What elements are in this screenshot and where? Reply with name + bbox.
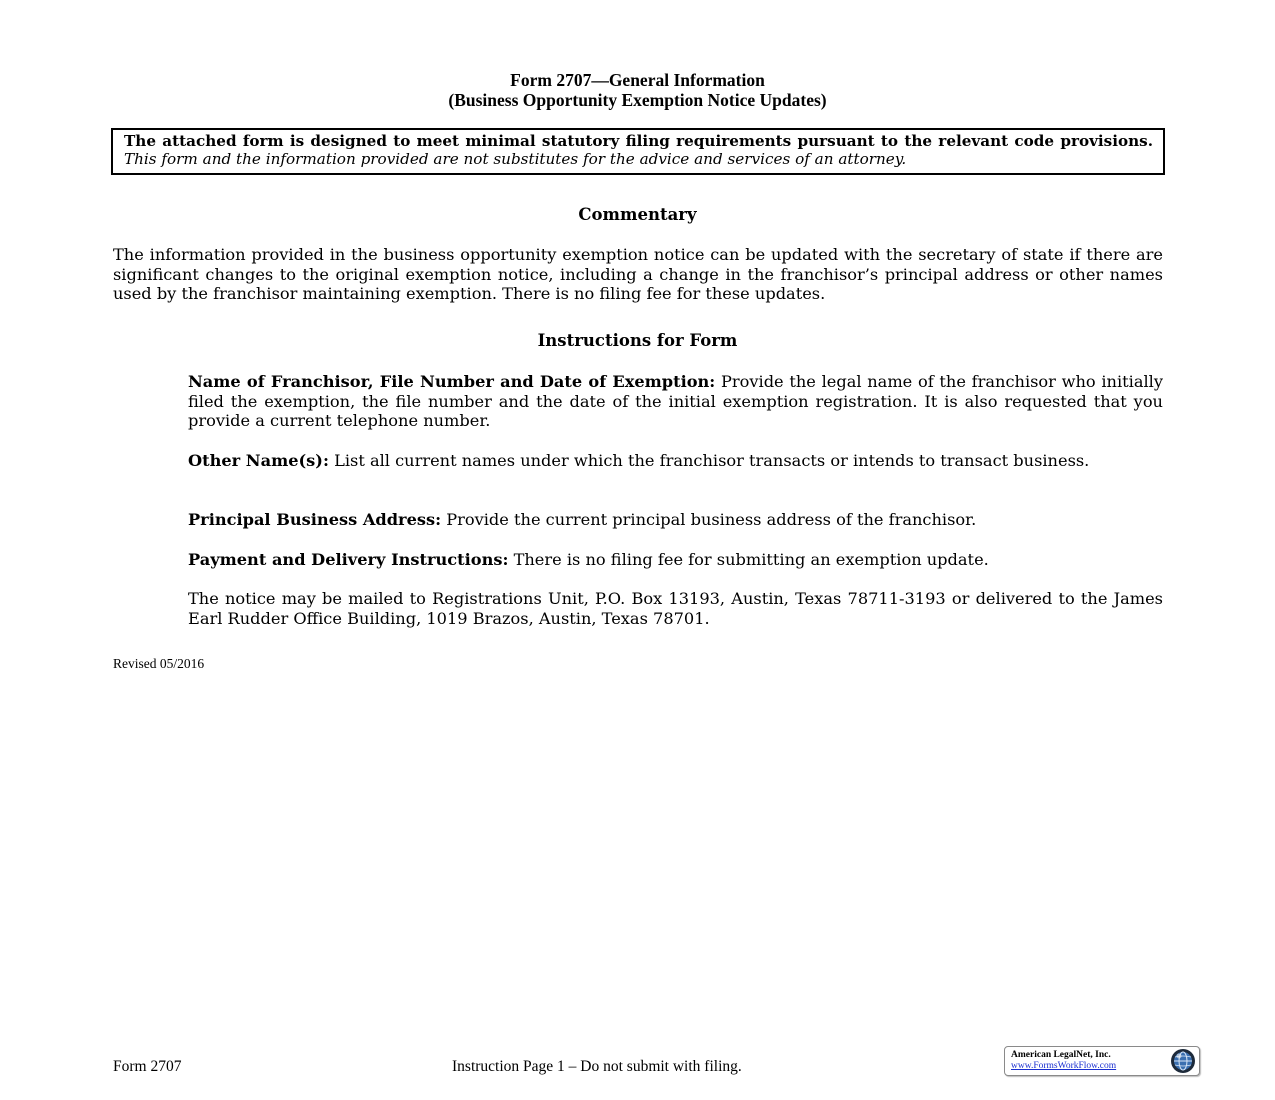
instruction-label: Other Name(s):	[188, 451, 329, 470]
instruction-payment-delivery	[188, 550, 1163, 570]
instruction-text: The notice may be mailed to Registrations Unit, P.O. Box 13193, Austin, Texas 78711-3193 or delivered to the James Earl Rudder Office Building, 1019 Brazos, Austin, Texas 78701.	[188, 589, 1163, 628]
revision-date: Revised 05/2016	[113, 656, 205, 671]
american-legalnet-logo[interactable]	[1004, 1046, 1200, 1076]
instruction-franchisor-name	[188, 372, 1163, 431]
footer-form-number: Form 2707	[113, 1058, 182, 1075]
footer-page-note: Instruction Page 1 – Do not submit with filing.	[452, 1058, 742, 1075]
instruction-text: List all current names under which the franchisor transacts or intends to transact business.	[328, 451, 1090, 470]
disclaimer-italic-text: This form and the information provided are not substitutes for the advice and services of an attorney.	[124, 150, 907, 168]
globe-icon	[1170, 1048, 1196, 1074]
instruction-label: Name of Franchisor, File Number and Date of Exemption:	[188, 372, 716, 391]
instruction-label: Payment and Delivery Instructions:	[188, 550, 509, 569]
logo-company-name: American LegalNet, Inc.	[1011, 1050, 1111, 1060]
form-subtitle: (Business Opportunity Exemption Notice Updates)	[448, 90, 827, 110]
instruction-text: There is no filing fee for submitting an exemption update.	[508, 550, 989, 569]
disclaimer-box	[111, 128, 1165, 175]
instruction-other-names	[188, 451, 1163, 471]
instructions-heading: Instructions for Form	[537, 331, 738, 350]
commentary-text: The information provided in the business opportunity exemption notice can be updated with the secretary of state if there are significant changes to the original exemption notice, including a change in the franchisor’s principal address or other names used by the franchisor maintaining exemption. There is no filing fee for these updates.	[113, 245, 1163, 303]
commentary-heading: Commentary	[578, 205, 697, 224]
instruction-label: Principal Business Address:	[188, 510, 442, 529]
form-title: Form 2707—General Information	[510, 70, 765, 90]
instruction-text: Provide the legal name of the franchisor who initially filed the exemption, the file number and the date of the initial exemption registration. It is also requested that you provide a current telephone number.	[188, 372, 1163, 430]
instruction-mailing-address	[188, 589, 1163, 628]
disclaimer-bold-text: The attached form is designed to meet minimal statutory filing requirements pursuant to the relevant code provisions.	[124, 132, 1153, 150]
logo-url-link[interactable]: www.FormsWorkFlow.com	[1011, 1061, 1117, 1071]
instruction-text: Provide the current principal business address of the franchisor.	[441, 510, 977, 529]
instruction-principal-address	[188, 510, 1163, 530]
